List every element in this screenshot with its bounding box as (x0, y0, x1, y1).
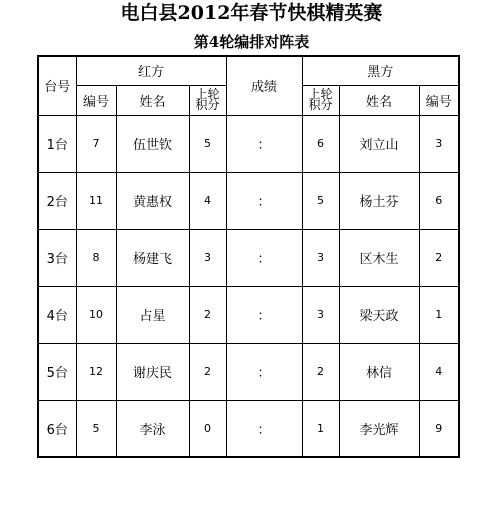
black-number-cell: 3 (419, 115, 459, 172)
result-cell: ： (226, 229, 302, 286)
black-name-cell: 区木生 (339, 229, 419, 286)
black-name-cell: 刘立山 (339, 115, 419, 172)
red-score-cell: 3 (189, 229, 226, 286)
black-name-cell: 杨土芬 (339, 172, 419, 229)
header-black-number: 编号 (419, 85, 459, 115)
red-name-cell: 伍世钦 (116, 115, 189, 172)
red-name-cell: 谢庆民 (116, 343, 189, 400)
header-red-prev-score-line2: 积分 (195, 98, 220, 112)
black-number-cell: 1 (419, 286, 459, 343)
red-number-cell: 12 (76, 343, 116, 400)
header-red-prev-score (189, 85, 226, 115)
black-number-cell: 9 (419, 400, 459, 457)
table-row (38, 286, 459, 343)
header-red-side: 红方 (76, 56, 226, 85)
pairing-table (37, 55, 460, 458)
black-score-cell: 3 (302, 286, 339, 343)
black-score-cell: 3 (302, 229, 339, 286)
result-cell: ： (226, 172, 302, 229)
header-black-prev-score-line1: 上轮 (308, 87, 333, 101)
red-name-cell: 杨建飞 (116, 229, 189, 286)
board-cell: 4台 (38, 286, 76, 343)
result-cell: ： (226, 286, 302, 343)
black-score-cell: 6 (302, 115, 339, 172)
red-name-cell: 黄惠权 (116, 172, 189, 229)
red-score-cell: 4 (189, 172, 226, 229)
table-row (38, 172, 459, 229)
header-black-prev-score-line2: 积分 (308, 98, 333, 112)
header-result: 成绩 (226, 56, 302, 115)
header-red-number: 编号 (76, 85, 116, 115)
red-score-cell: 2 (189, 286, 226, 343)
black-number-cell: 2 (419, 229, 459, 286)
red-number-cell: 10 (76, 286, 116, 343)
board-cell: 5台 (38, 343, 76, 400)
header-black-name: 姓名 (339, 85, 419, 115)
header-black-side: 黑方 (302, 56, 459, 85)
table-row (38, 115, 459, 172)
black-score-cell: 2 (302, 343, 339, 400)
header-red-prev-score-line1: 上轮 (195, 87, 220, 101)
board-cell: 3台 (38, 229, 76, 286)
header-red-name: 姓名 (116, 85, 189, 115)
header-black-prev-score (302, 85, 339, 115)
result-cell: ： (226, 115, 302, 172)
black-name-cell: 李光辉 (339, 400, 419, 457)
result-cell: ： (226, 343, 302, 400)
red-score-cell: 5 (189, 115, 226, 172)
document-title: 电白县2012年春节快棋精英赛 (120, 2, 383, 24)
black-number-cell: 6 (419, 172, 459, 229)
board-cell: 2台 (38, 172, 76, 229)
document-subtitle: 第4轮编排对阵表 (193, 33, 310, 51)
black-score-cell: 5 (302, 172, 339, 229)
red-score-cell: 0 (189, 400, 226, 457)
black-name-cell: 林信 (339, 343, 419, 400)
table-row (38, 343, 459, 400)
red-number-cell: 8 (76, 229, 116, 286)
black-number-cell: 4 (419, 343, 459, 400)
table-row (38, 400, 459, 457)
board-cell: 1台 (38, 115, 76, 172)
red-name-cell: 占星 (116, 286, 189, 343)
black-score-cell: 1 (302, 400, 339, 457)
black-name-cell: 梁天政 (339, 286, 419, 343)
result-cell: ： (226, 400, 302, 457)
red-number-cell: 7 (76, 115, 116, 172)
red-number-cell: 5 (76, 400, 116, 457)
red-score-cell: 2 (189, 343, 226, 400)
table-row (38, 229, 459, 286)
red-number-cell: 11 (76, 172, 116, 229)
red-name-cell: 李泳 (116, 400, 189, 457)
header-row-groups (38, 56, 459, 85)
board-cell: 6台 (38, 400, 76, 457)
header-board: 台号 (38, 56, 76, 115)
